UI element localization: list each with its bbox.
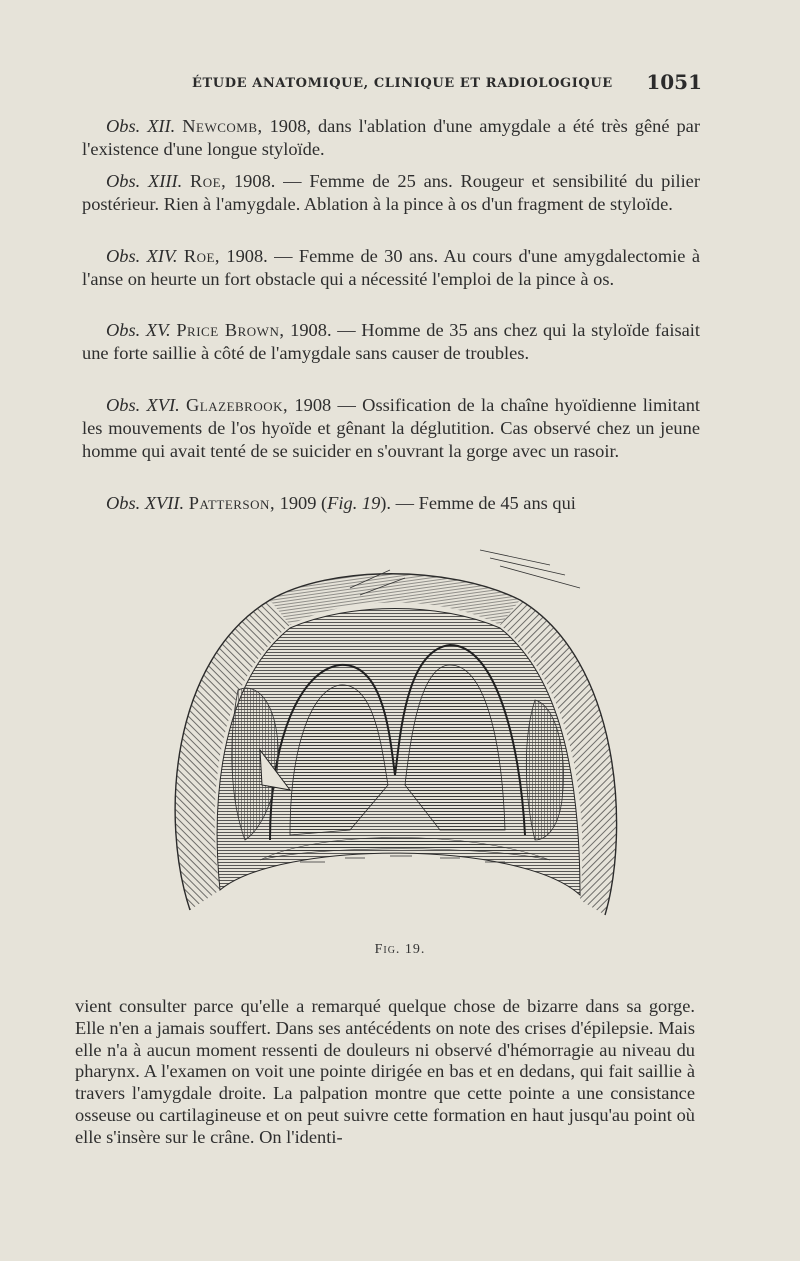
figure-reference: Fig. 19 — [327, 493, 381, 513]
observation-author: Roe, — [183, 246, 221, 266]
observation-author: Price Brown, — [176, 320, 285, 340]
throat-engraving-figure — [150, 540, 630, 930]
observation-12 — [82, 115, 700, 161]
observation-text: 1909 ( — [279, 493, 328, 513]
observation-author: Glazebrook, — [186, 395, 289, 415]
observation-author: Patterson, — [188, 493, 276, 513]
observation-text-end: ). — Femme de 45 ans qui — [380, 493, 576, 513]
observation-number: Obs. XVI. — [106, 395, 180, 415]
observation-text: 1908. — Homme de 35 ans chez qui la styloïde faisait une forte saillie à côté de l'amygdale sans causer de troubles. — [82, 320, 700, 363]
observation-number: Obs. XII. — [106, 116, 176, 136]
running-title: ÉTUDE ANATOMIQUE, CLINIQUE ET RADIOLOGIQUE — [192, 76, 613, 91]
observation-13 — [82, 170, 700, 216]
observation-number: Obs. XIII. — [106, 171, 183, 191]
observation-15 — [82, 319, 700, 365]
page-number: 1051 — [646, 70, 702, 94]
observation-text: 1908. — Femme de 30 ans. Au cours d'une amygdalectomie à l'anse on heurte un fort obstacle qui a nécessité l'emploi de la pince à os. — [82, 246, 700, 289]
figure-caption: Fig. 19. — [374, 942, 426, 957]
observation-author: Roe, — [190, 171, 227, 191]
observation-number: Obs. XIV. — [106, 246, 178, 266]
running-head — [82, 70, 702, 98]
observation-17 — [82, 492, 700, 515]
continuation-paragraph: vient consulter parce qu'elle a remarqué quelque chose de bizarre dans sa gorge. Elle n'en a jamais souffert. Dans ses antécédents on note des crises d'épilepsie. Mais elle n'a à aucun moment ressenti de douleurs ni observé d'hémorragie au niveau du pharynx. A l'examen on voit une pointe dirigée en bas et en dedans, qui fait saillie à travers l'amygdale droite. La palpation montre que cette pointe a une consistance osseuse ou cartilagineuse et on peut suivre cette formation en haut jusqu'au point où elle s'insère sur le crâne. On l'identi- — [75, 996, 695, 1147]
observation-text: 1908, dans l'ablation d'une amygdale a été très gêné par l'existence d'une longue styloïde. — [82, 116, 700, 159]
observation-number: Obs. XVII. — [106, 493, 185, 513]
observation-text: 1908 — Ossification de la chaîne hyoïdienne limitant les mouvements de l'os hyoïde et gênant la déglutition. Cas observé chez un jeune homme qui avait tenté de se suicider en s'ouvrant la gorge avec un rasoir. — [82, 395, 700, 461]
observation-number: Obs. XV. — [106, 320, 171, 340]
observation-14 — [82, 245, 700, 291]
observation-text: 1908. — Femme de 25 ans. Rougeur et sensibilité du pilier postérieur. Rien à l'amygdale. Ablation à la pince à os d'un fragment de styloïde. — [82, 171, 700, 214]
observation-author: Newcomb, — [182, 116, 263, 136]
observation-16 — [82, 394, 700, 463]
